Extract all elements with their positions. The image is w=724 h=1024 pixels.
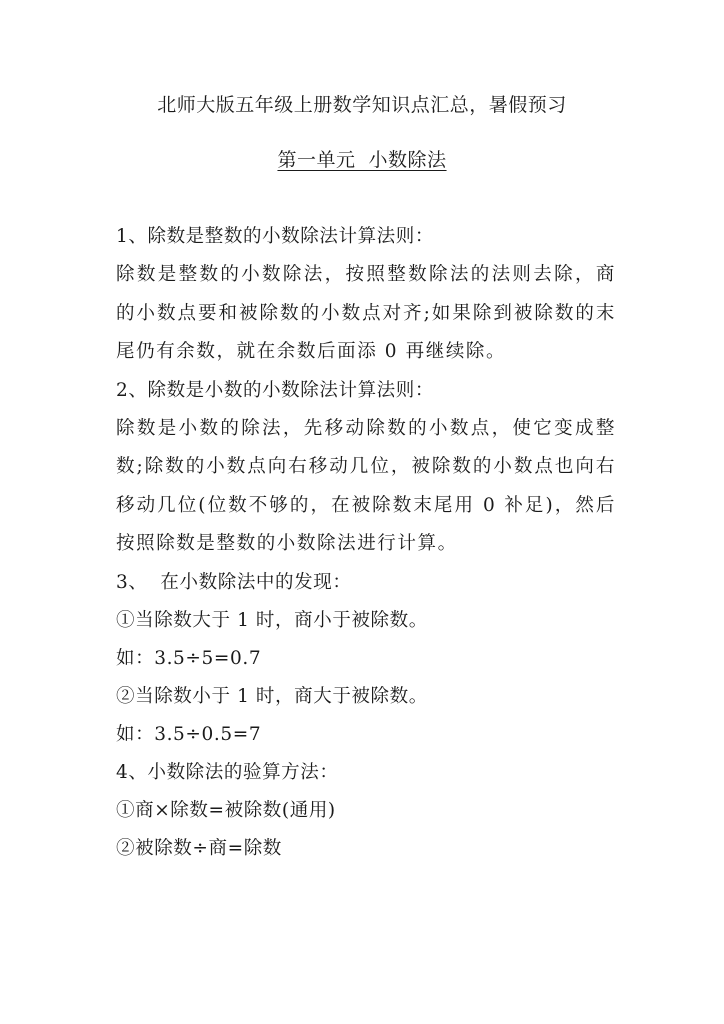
unit-title-text: 第一单元 小数除法 xyxy=(277,149,447,171)
unit-title xyxy=(0,145,724,172)
section-4-method-1: ①商×除数=被除数(通用) xyxy=(116,799,336,821)
section-3-rule-1: ①当除数大于 1 时，商小于被除数。 xyxy=(116,609,428,631)
section-3-example-2: 如：3.5÷0.5=7 xyxy=(116,723,262,745)
section-4-method-2: ②被除数÷商=除数 xyxy=(116,837,282,859)
section-1-heading: 1、除数是整数的小数除法计算法则： xyxy=(116,226,434,247)
section-2-heading: 2、除数是小数的小数除法计算法则： xyxy=(116,379,434,401)
document-title: 北师大版五年级上册数学知识点汇总，暑假预习 xyxy=(157,94,567,116)
section-2-body: 除数是小数的除法，先移动除数的小数点，使它变成整数;除数的小数点向右移动几位，被除数的小数点也向右移动几位(位数不够的，在被除数末尾用 0 补足)，然后按照除数是整数的小数除法进行计算。 xyxy=(116,417,616,554)
document-body xyxy=(116,218,616,868)
section-1-body: 除数是整数的小数除法，按照整数除法的法则去除，商的小数点要和被除数的小数点对齐;如果除到被除数的末尾仍有余数，就在余数后面添 0 再继续除。 xyxy=(116,264,616,362)
section-3-example-1: 如：3.5÷5=0.7 xyxy=(116,647,262,669)
section-4-heading: 4、小数除法的验算方法： xyxy=(116,761,339,783)
section-3-heading: 3、 在小数除法中的发现： xyxy=(116,571,352,593)
section-3-rule-2: ②当除数小于 1 时，商大于被除数。 xyxy=(116,685,428,707)
